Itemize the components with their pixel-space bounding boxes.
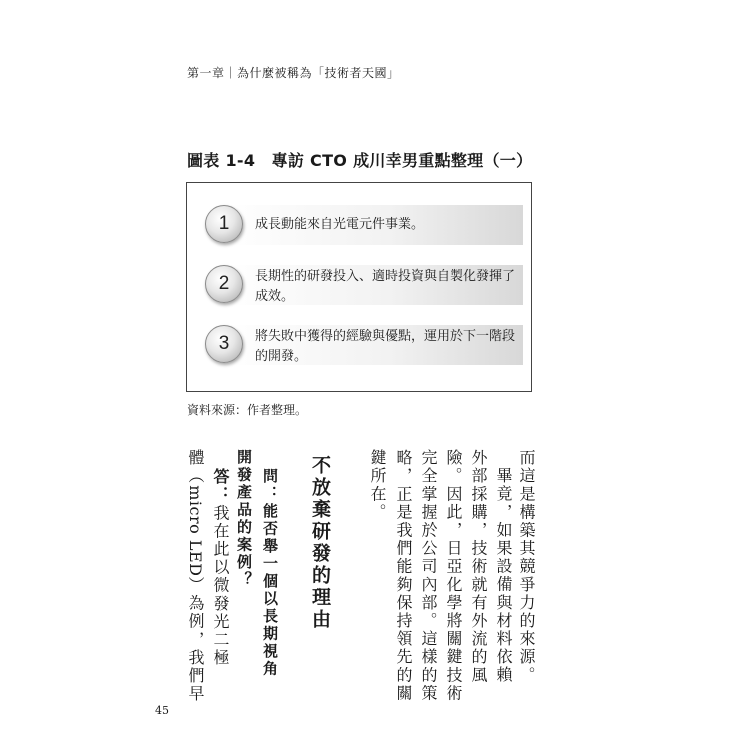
figure-title: 圖表 1-4 專訪 CTO 成川幸男重點整理（一） <box>187 151 533 170</box>
body-column-5: 完全掌握於公司內部。這樣的策 <box>419 449 438 703</box>
body-column-1: 而這是構築其競爭力的來源。 <box>517 449 536 685</box>
question-line-2: 開發產品的案例？ <box>235 449 253 589</box>
figure-box <box>186 182 532 392</box>
figure-item-2 <box>205 263 523 307</box>
answer-line-2-pre: 體（ <box>186 449 205 486</box>
number-badge-3: 3 <box>205 325 243 363</box>
micro-led-term: micro LED <box>186 485 205 577</box>
figure-item-3 <box>205 323 523 367</box>
figure-source: 資料來源：作者整理。 <box>187 403 308 417</box>
body-column-2: 畢竟，如果設備與材料依賴 <box>494 467 513 685</box>
body-column-3: 外部採購，技術就有外流的風 <box>469 449 488 685</box>
body-column-7: 鍵所在。 <box>368 449 387 522</box>
body-column-6: 略，正是我們能夠保持領先的關 <box>394 449 413 703</box>
answer-line-1 <box>212 468 228 667</box>
answer-line-2 <box>187 449 203 703</box>
number-badge-2: 2 <box>205 265 243 303</box>
figure-item-text-1: 成長動能來自光電元件事業。 <box>255 217 425 232</box>
figure-item-text-3: 將失敗中獲得的經驗與優點，運用於下一階段的開發。 <box>255 329 516 364</box>
number-badge-1: 1 <box>205 205 243 243</box>
section-heading: 不放棄研發的理由 <box>309 455 331 631</box>
question-line-1: 問：能否舉一個以長期視角 <box>261 468 279 678</box>
answer-line-2-post: ）為例，我們早 <box>186 576 205 704</box>
running-header: 第一章｜為什麼被稱為「技術者天國」 <box>187 66 400 80</box>
figure-item-text-2: 長期性的研發投入、適時投資與自製化發揮了成效。 <box>255 269 516 304</box>
figure-item-1 <box>205 203 523 247</box>
answer-label: 答： <box>211 468 230 505</box>
body-column-4: 險。因此，日亞化學將關鍵技術 <box>444 449 463 703</box>
answer-line-1-text: 我在此以微發光二極 <box>211 504 230 668</box>
page-number: 45 <box>155 704 169 717</box>
